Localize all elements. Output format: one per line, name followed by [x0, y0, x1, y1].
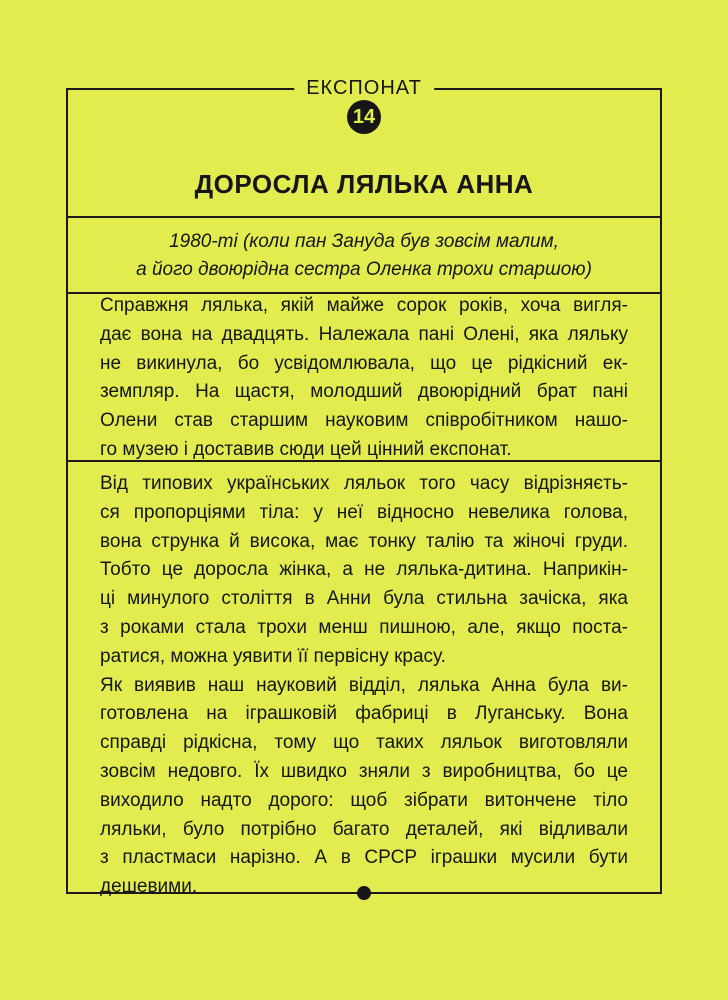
- exhibit-card: [66, 77, 662, 898]
- paragraph-line: Тобто це доросла жінка, а не лялька-дитина. Наприкін-: [100, 559, 628, 581]
- paragraph-line: з роками стала трохи менш пишною, але, якщо поста-: [100, 616, 628, 638]
- exhibit-label: ЕКСПОНАТ: [294, 75, 434, 101]
- paragraph-line: не викинула, бо усвідомлювала, що це рідкісний ек-: [100, 352, 628, 374]
- paragraph-line: дає вона на двадцять. Належала пані Олені, яка ляльку: [100, 323, 628, 345]
- paragraph-line: зовсім недовго. Їх швидко зняли з виробництва, бо це: [100, 760, 628, 782]
- paragraph-line: ці минулого століття в Анни була стильна зачіска, яка: [100, 588, 628, 610]
- paragraph-line: виходило надто дорого: щоб зібрати витончене тіло: [100, 789, 628, 811]
- paragraph-line: земпляр. На щастя, молодший двоюрідний брат пані: [100, 381, 628, 403]
- paragraph-line: го музею і доставив сюди цей цінний експонат.: [100, 438, 512, 460]
- paragraph-line: Як виявив наш науковий відділ, лялька Анна була ви-: [100, 674, 628, 696]
- paragraph-intro: [100, 292, 628, 465]
- subtitle-line: а його двоюрідна сестра Оленка трохи старшою): [136, 259, 592, 280]
- divider-lower: [68, 460, 660, 462]
- paragraph-line: ся пропорціями тіла: у неї відносно невелика голова,: [100, 501, 628, 523]
- paragraph-line: Справжня лялька, якій майже сорок років, хоча вигля-: [100, 295, 628, 316]
- paragraph-line: готовлена на іграшковій фабриці в Луганську. Вона: [100, 703, 628, 725]
- paragraph-line: справді рідкісна, тому що таких ляльок виготовляли: [100, 732, 628, 754]
- paragraph-line: ратися, можна уявити її первісну красу.: [100, 645, 446, 667]
- paragraph-description: [100, 470, 628, 902]
- paragraph-line: дешевими.: [100, 876, 198, 898]
- end-dot-ornament: [357, 886, 371, 900]
- subtitle-line: 1980-ті (коли пан Зануда був зовсім малим,: [169, 231, 559, 252]
- paragraph-line: з пластмаси нарізно. А в СРСР іграшки мусили бути: [100, 847, 628, 869]
- divider-top: [68, 216, 660, 218]
- exhibit-title: ДОРОСЛА ЛЯЛЬКА АННА: [194, 169, 534, 199]
- exhibit-subtitle: [68, 228, 660, 284]
- paragraph-line: Олени став старшим науковим співробітником нашо-: [100, 410, 628, 432]
- exhibit-number-badge: 14: [347, 100, 381, 134]
- paragraph-line: Від типових українських ляльок того часу відрізняєть-: [100, 473, 628, 494]
- paragraph-line: ляльки, було потрібно багато деталей, які відливали: [100, 818, 628, 840]
- paragraph-line: вона струнка й висока, має тонку талію та жіночі груди.: [100, 530, 628, 552]
